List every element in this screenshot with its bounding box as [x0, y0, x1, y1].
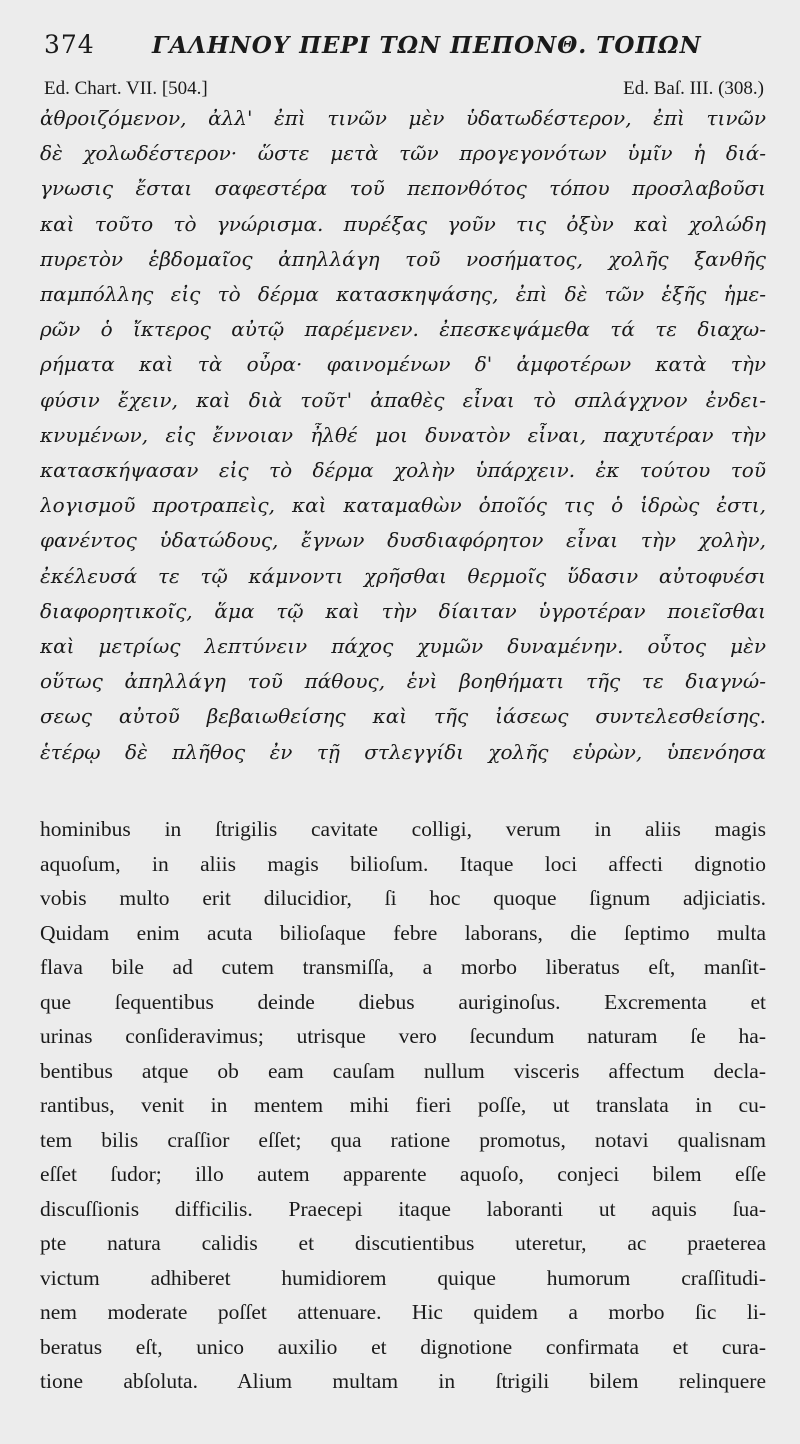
latin-text-line: rantibus, venit in mentem mihi fieri poſſe, ut translata in cu- [40, 1093, 766, 1117]
greek-text-line: ἀθροιζόμενον, ἀλλ' ἐπὶ τινῶν μὲν ὑδατωδέστερον, ἐπὶ τινῶν [40, 106, 766, 130]
latin-text-line: aquoſum, in aliis magis bilioſum. Itaque loci affecti dignotio [40, 851, 766, 876]
greek-text-line: διαφορητικοῖς, ἅμα τῷ καὶ τὴν δίαιταν ὑγροτέραν ποιεῖσθαι [40, 598, 766, 623]
greek-text-line: ρῶν ὁ ἴκτερος αὐτῷ παρέμενεν. ἐπεσκεψάμεθα τά τε διαχω- [40, 317, 766, 342]
greek-text-line: δὲ χολωδέστερον· ὥστε μετὰ τῶν προγεγονότων ὑμῖν ἡ διά- [40, 141, 766, 166]
greek-text-line: κατασκήψασαν εἰς τὸ δέρμα χολὴν ὑπάρχειν. ἐκ τούτου τοῦ [40, 458, 766, 482]
latin-text-line: nem moderate poſſet attenuare. Hic quidem a morbo ſic li- [40, 1300, 766, 1324]
latin-text-line: victum adhiberet humidiorem quique humorum craſſitudi- [40, 1265, 766, 1290]
latin-text-line: bentibus atque ob eam cauſam nullum visceris affectum decla- [40, 1058, 766, 1083]
page-number: 374 [44, 30, 95, 59]
greek-text-line: φανέντος ὑδατώδους, ἔγνων δυσδιαφόρητον εἶναι τὴν χολὴν, [40, 528, 766, 553]
edition-reference-left: Ed. Chart. VII. [504.] [44, 78, 208, 99]
latin-text-line: que ſequentibus deinde diebus auriginoſus. Excrementa et [40, 989, 766, 1014]
running-title: ΓΑΛΗΝΟΥ ΠΕΡΙ ΤΩΝ ΠΕΠΟΝΘ. ΤΟΠΩΝ [152, 32, 702, 59]
latin-text-line: tione abſoluta. Alium multam in ſtrigili bilem relinquere [40, 1369, 766, 1393]
edition-reference-right: Ed. Baſ. III. (308.) [623, 78, 764, 99]
latin-text-line: flava bile ad cutem transmiſſa, a morbo liberatus eſt, manſit- [40, 955, 766, 979]
greek-text-line: πυρετὸν ἑβδομαῖος ἀπηλλάγη τοῦ νοσήματος, χολῆς ξανθῆς [40, 246, 766, 271]
latin-text-line: pte natura calidis et discutientibus uteretur, ac praeterea [40, 1231, 766, 1255]
greek-text-line: γνωσις ἔσται σαφεστέρα τοῦ πεπονθότος τόπου προσλαβοῦσι [40, 176, 766, 201]
latin-text-line: Quidam enim acuta bilioſaque febre laborans, die ſeptimo multa [40, 920, 766, 945]
latin-text-line: hominibus in ſtrigilis cavitate colligi, verum in aliis magis [40, 817, 766, 841]
greek-text-line: καὶ τοῦτο τὸ γνώρισμα. πυρέξας γοῦν τις ὀξὺν καὶ χολώδη [40, 211, 766, 236]
greek-text-line: σεως αὐτοῦ βεβαιωθείσης καὶ τῆς ἰάσεως συντελεσθείσης. [40, 704, 766, 729]
greek-text-line: παμπόλλης εἰς τὸ δέρμα κατασκηψάσης, ἐπὶ δὲ τῶν ἑξῆς ἡμε- [40, 282, 766, 306]
latin-text-line: tem bilis craſſior eſſet; qua ratione promotus, notavi qualisnam [40, 1127, 766, 1152]
latin-text-line: urinas conſideravimus; utrisque vero ſecundum naturam ſe ha- [40, 1024, 766, 1048]
running-header [44, 30, 774, 64]
latin-text-line: beratus eſt, unico auxilio et dignotione confirmata et cura- [40, 1334, 766, 1359]
greek-text-line: ἑτέρῳ δὲ πλῆθος ἐν τῇ στλεγγίδι χολῆς εὑρὼν, ὑπενόησα [40, 739, 766, 764]
greek-text-line: καὶ μετρίως λεπτύνειν πάχος χυμῶν δυναμένην. οὗτος μὲν [40, 634, 766, 658]
latin-text-line: eſſet ſudor; illo autem apparente aquoſo, conjeci bilem eſſe [40, 1162, 766, 1186]
greek-text-line: ρήματα καὶ τὰ οὖρα· φαινομένων δ' ἀμφοτέρων κατὰ τὴν [40, 352, 766, 377]
latin-text-line: vobis multo erit dilucidior, ſi hoc quoque ſignum adjiciatis. [40, 886, 766, 910]
greek-text-line: οὕτως ἀπηλλάγη τοῦ πάθους, ἑνὶ βοηθήματι τῆς τε διαγνώ- [40, 669, 766, 694]
greek-text-line: ἐκέλευσά τε τῷ κάμνοντι χρῆσθαι θερμοῖς ὕδασιν αὐτοφυέσι [40, 563, 766, 588]
greek-text-line: λογισμοῦ προτραπεὶς, καὶ καταμαθὼν ὁποῖός τις ὁ ἱδρὼς ἐστι, [40, 493, 766, 518]
greek-text-line: κνυμένων, εἰς ἔννοιαν ἦλθέ μοι δυνατὸν εἶναι, παχυτέραν τὴν [40, 422, 766, 447]
latin-text-line: discuſſionis difficilis. Praecepi itaque laboranti ut aquis ſua- [40, 1196, 766, 1221]
greek-text-line: φύσιν ἔχειν, καὶ διὰ τοῦτ' ἀπαθὲς εἶναι τὸ σπλάγχνον ἐνδει- [40, 387, 766, 412]
